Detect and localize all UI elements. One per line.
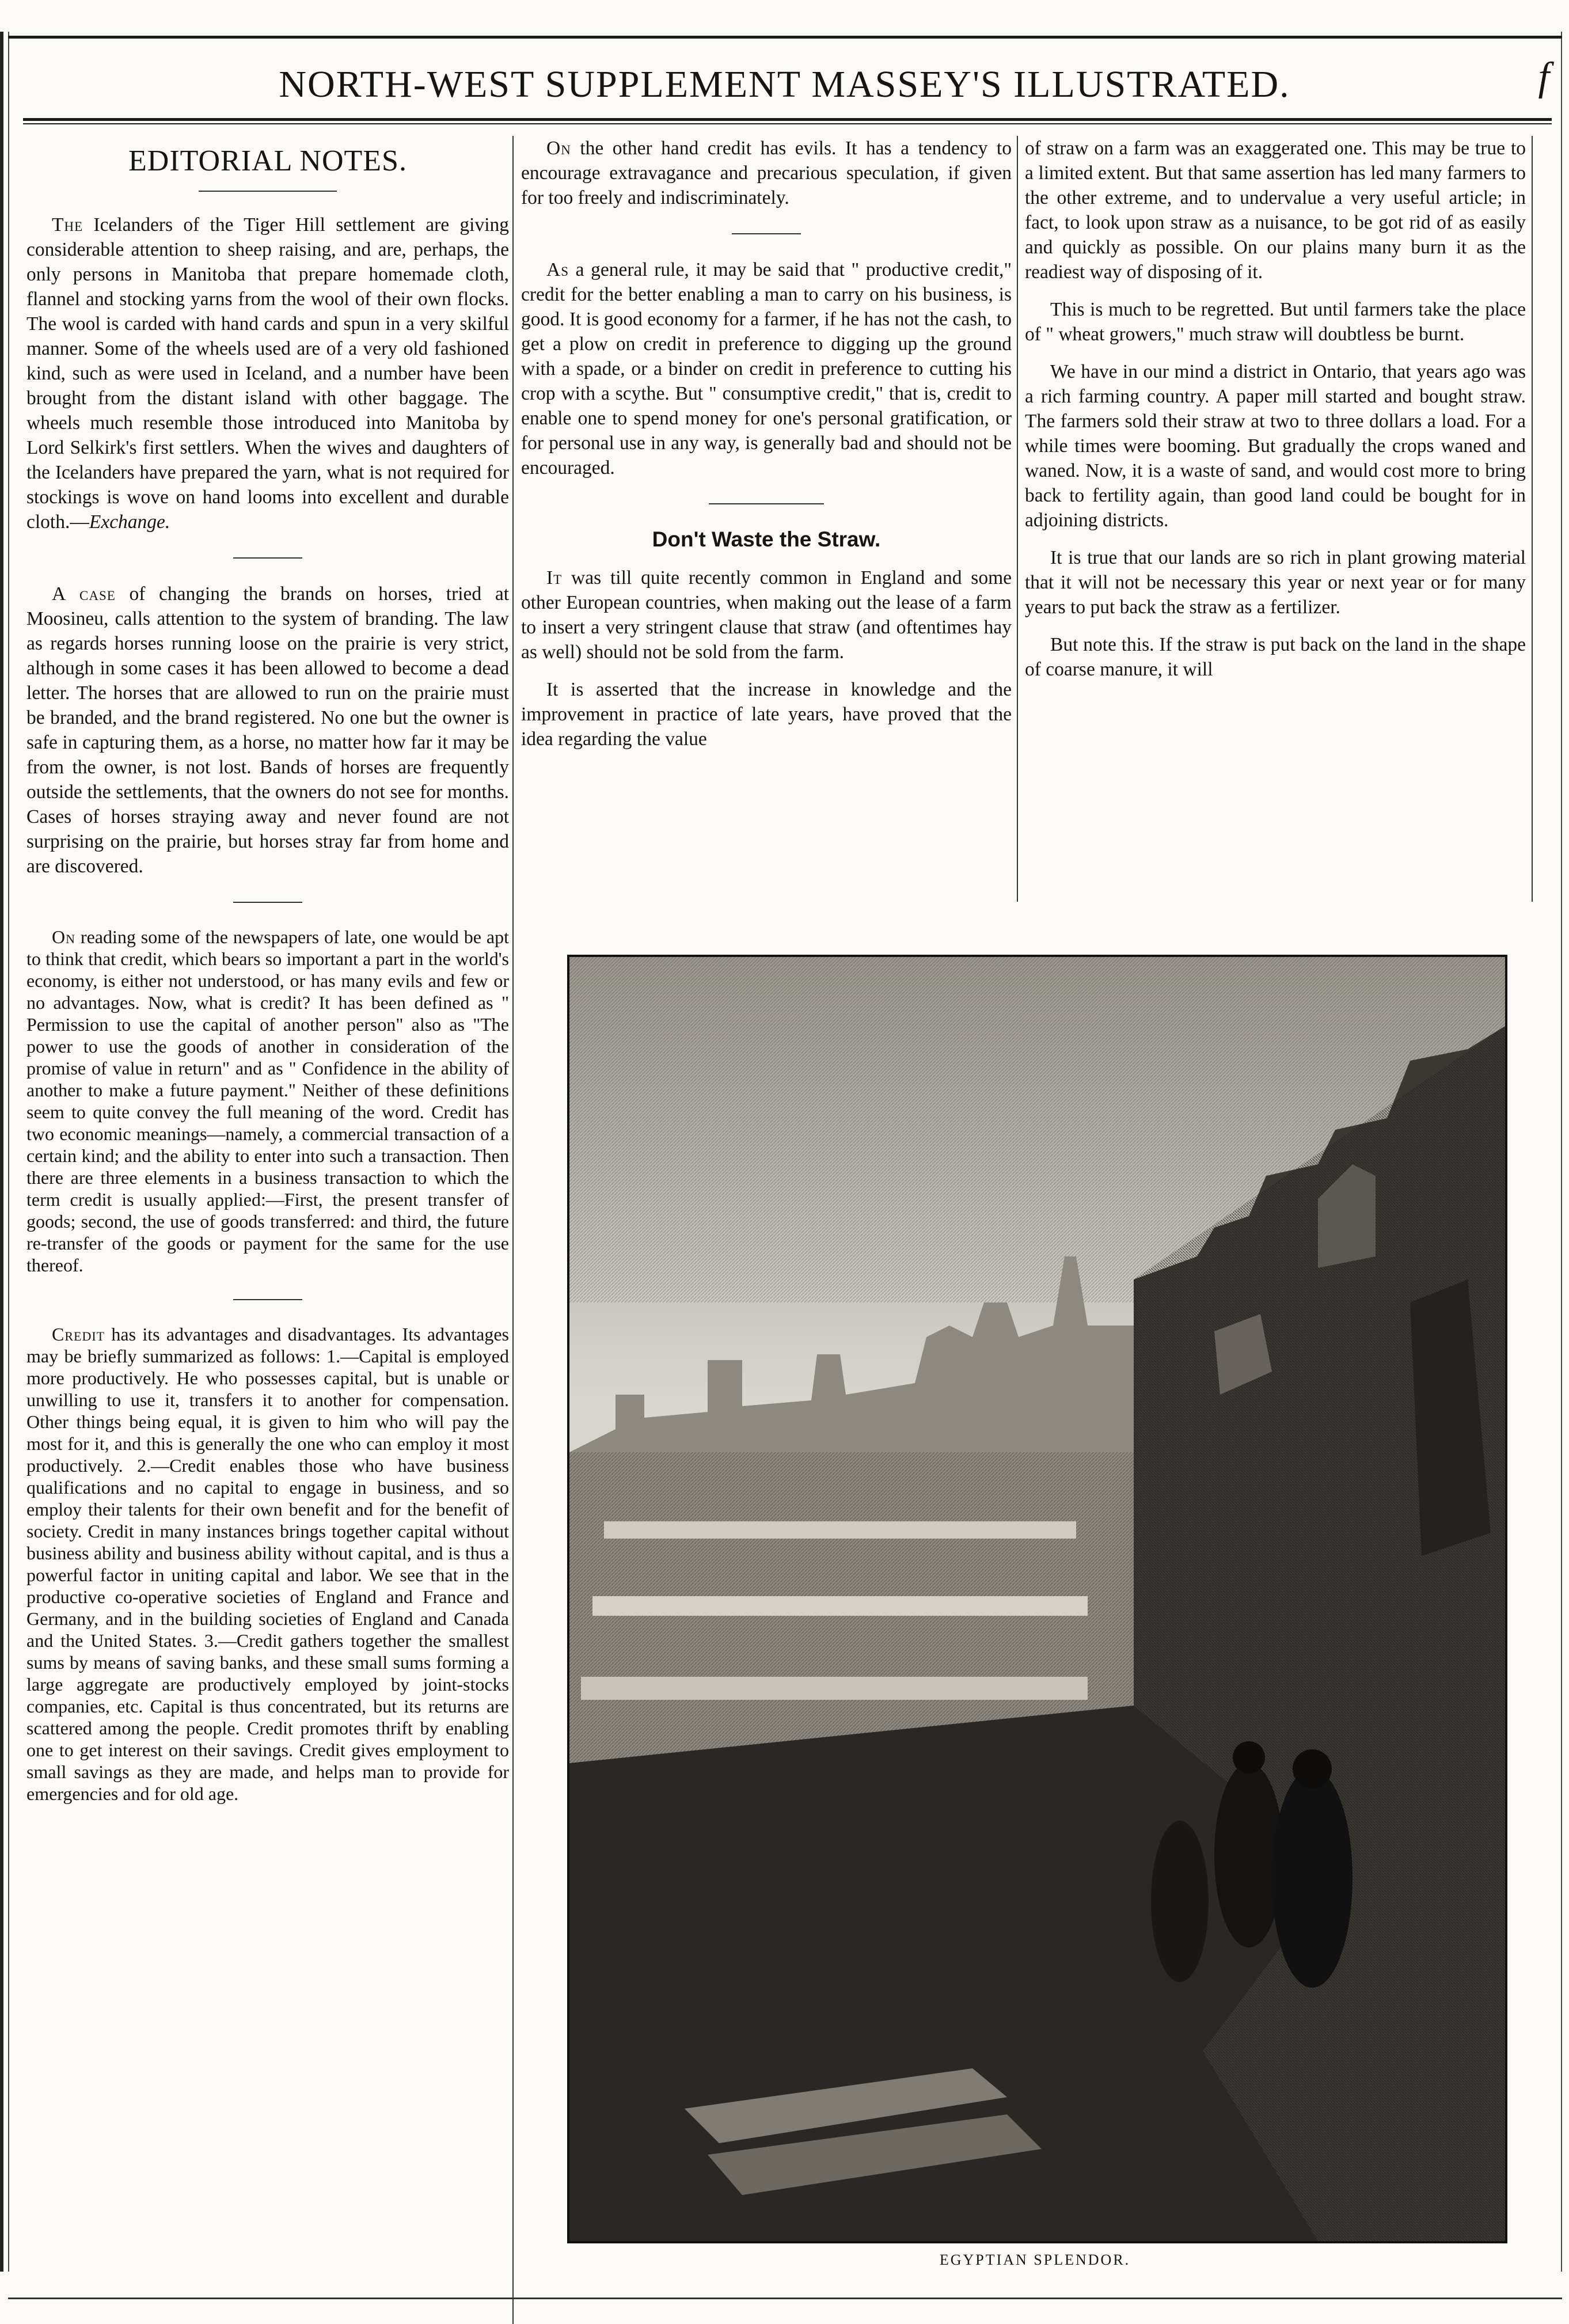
paragraph-text: a general rule, it may be said that " productive credit," credit for the better enabling a man to carry on his business, is good. It is good economy for a farmer, if he has not the cash, to get a plow on credit in preference to digging up the ground with a spade, or a binder on credit in preference to cutting his crop with a scythe. But " consumptive credit," that is, credit to enable one to spend money for one's personal gratification, or for personal use in any way, is generally bad and should not be encouraged. (521, 259, 1012, 479)
paragraph-source: Exchange. (89, 511, 170, 533)
bottom-border-rule (8, 2298, 1562, 2299)
paragraph-lead: A case (52, 583, 116, 605)
paragraph-text: was till quite recently common in England and some other European countries, when making out the lease of a farm to insert a very stringent clause that straw (and oftentimes hay as well) should not be sold from the farm. (521, 567, 1012, 663)
paragraph-lead: On (546, 138, 571, 159)
engraving-image (569, 957, 1505, 2241)
engraving-illustration (567, 955, 1507, 2243)
paragraph-lead: As (546, 259, 569, 280)
paragraph-credit-evils (521, 136, 1012, 210)
left-border-rule (0, 32, 3, 2272)
paragraph-text: Icelanders of the Tiger Hill settlement are giving considerable attention to sheep raising, and are, perhaps, the only persons in Manitoba that prepare homemade cloth, flannel and stocking yarns from the wool of their own flocks. The wool is carded with hand cards and spun in a very skilful manner. Some of the wheels used are of a very old fashioned kind, such as were used in Iceland, and a number have been brought from the distant island with other baggage. The wheels much resemble those introduced into Manitoba by Lord Selkirk's first settlers. When the wives and daughters of the Icelanders have prepared the yarn, what is not required for stockings is wove on hand looms into excellent and durable cloth.— (26, 214, 509, 533)
paragraph-regretted: This is much to be regretted. But until farmers take the place of " wheat growers," much straw will doubtless be burnt. (1025, 299, 1526, 345)
title-rule (199, 191, 337, 192)
page-mark: f (1538, 55, 1549, 99)
paragraph-lead: It (546, 567, 563, 588)
paragraph-icelanders (26, 212, 509, 534)
column-divider (512, 136, 514, 2324)
column-divider (1017, 136, 1018, 902)
paragraph-text: reading some of the newspapers of late, one would be apt to think that credit, which bears so important a part in the world's economy, is either not understood, or has many evils and few or no advantages. Now, what is credit? It has been defined as " Permission to use the capital of another person" also as "The power to use the goods of another in consideration of the promise of value in return" and as " Confidence in the ability of another to make a future payment." Neither of these definitions seem to quite convey the full meaning of the word. Credit has two economic meanings—namely, a commercial transaction of a certain kind; and the ability to enter into such a transaction. Then there are three elements in a business transaction to which the term credit is usually applied:—First, the present transfer of goods; second, the use of goods transferred: and third, the future re-transfer of the goods or payment for the same for the use thereof. (26, 926, 509, 1275)
column-straw-continued (1025, 136, 1526, 694)
paragraph-note-this: But note this. If the straw is put back on the land in the shape of coarse manure, it will (1025, 634, 1526, 680)
section-title: EDITORIAL NOTES. (128, 145, 407, 177)
paragraph-rich-lands: It is true that our lands are so rich in plant growing material that it will not be necessary this year or next year or for many years to put back the straw as a fertilizer. (1025, 547, 1526, 618)
separator (233, 557, 302, 559)
masthead-rule-thin (23, 123, 1552, 124)
illustration-caption: EGYPTIAN SPLENDOR. (939, 2251, 1131, 2268)
paragraph-credit-definition (26, 926, 509, 1276)
right-border-rule (1561, 32, 1562, 2272)
paragraph-productive-credit (521, 257, 1012, 480)
separator (233, 902, 302, 903)
column-credit-straw (521, 136, 1012, 764)
left-border-rule-inner (8, 32, 9, 2272)
masthead-rule (23, 118, 1552, 121)
separator (709, 503, 824, 504)
paragraph-text: of changing the brands on horses, tried at Moosineu, calls attention to the system of branding. The law as regards horses running loose on the prairie is very strict, although in some cases it has been allowed to become a dead letter. The horses that are allowed to run on the prairie must be branded, and the brand registered. No one but the owner is safe in capturing them, as a horse, no matter how far it may be from the owner, is not lost. Bands of horses are frequently outside the settlements, that the owners do not see for months. Cases of horses straying away and never found are not surprising on the prairie, but horses stray far from home and are discovered. (26, 583, 509, 877)
paragraph-lead: Credit (52, 1324, 105, 1345)
paragraph-text: has its advantages and disadvantages. Its advantages may be briefly summarized as follows: 1.—Capital is employed more productively. He who possesses capital, but is unable or unwilling to use it, transfers it to another for compensation. Other things being equal, it is given to him who will pay the most for it, and this is generally the one who can employ it most productively. 2.—Credit enables those who have business qualifications and no capital to engage in business, and so employ their talents for their own benefit and for the benefit of society. Credit in many instances brings together capital without business ability and business ability without capital, and is thus a powerful factor in uniting capital and labor. We see that in the productive co-operative societies of England and France and Germany, and in the building societies of England and Canada and the United States. 3.—Credit gathers together the smallest sums by means of saving banks, and these small sums forming a large aggregate are productively employed by joint-stocks companies, etc. Capital is thus concentrated, but its returns are scattered among the people. Credit promotes thrift by enabling one to get interest on their savings. Credit gives employment to small savings as they are made, and helps man to provide for emergencies and for old age. (26, 1324, 509, 1804)
separator (233, 1299, 302, 1300)
paragraph-straw-value: It is asserted that the increase in knowledge and the improvement in practice of late years, have proved that the idea regarding the value (521, 679, 1012, 750)
paragraph-lead: On (52, 926, 75, 947)
top-border-rule (8, 36, 1562, 39)
separator (732, 233, 801, 234)
paragraph-horse-brands (26, 582, 509, 879)
paragraph-straw-continued: of straw on a farm was an exaggerated one. This may be true to a limited extent. But that same assertion has led many farmers to the other extreme, and to undervalue a very useful article; in fact, to look upon straw as a nuisance, to be got rid of as easily and quickly as possible. On our plains many burn it as the readiest way of disposing of it. (1025, 138, 1526, 283)
article-headline: Don't Waste the Straw. (652, 527, 881, 551)
masthead-title: NORTH-WEST SUPPLEMENT MASSEY'S ILLUSTRATED. (279, 63, 1290, 105)
paragraph-lead: The (52, 214, 83, 236)
paragraph-ontario-district: We have in our mind a district in Ontario, that years ago was a rich farming country. A paper mill started and bought straw. The farmers sold their straw at two to three dollars a load. For a while times were booming. But gradually the crops waned and waned. Now, it is a waste of sand, and would cost more to bring back to fertility again, than good land could be bought for in adjoining districts. (1025, 361, 1526, 531)
paragraph-straw-lease (521, 565, 1012, 664)
column-divider (1532, 136, 1533, 902)
column-editorial-notes (26, 136, 509, 1817)
paragraph-credit-advantages (26, 1323, 509, 1805)
paragraph-text: the other hand credit has evils. It has a tendency to encourage extravagance and precarious speculation, if given for too freely and indiscriminately. (521, 138, 1012, 208)
